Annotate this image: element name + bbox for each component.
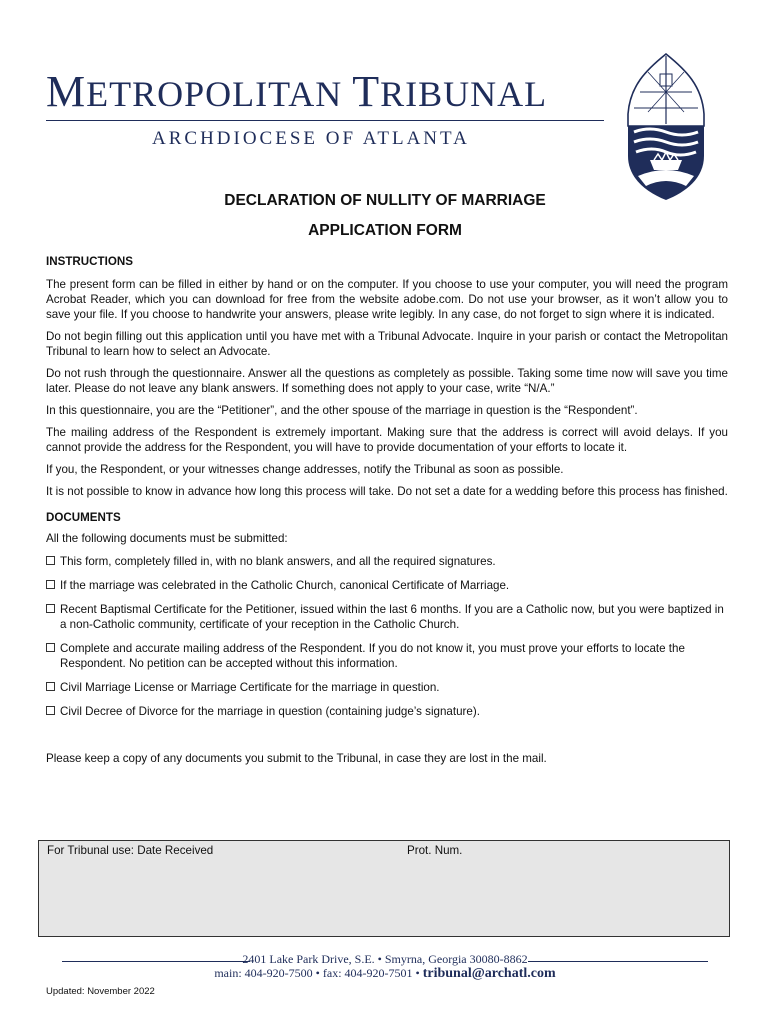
instruction-paragraph: In this questionnaire, you are the “Petitioner”, and the other spouse of the marriage in question is the “Respondent”.	[46, 404, 638, 417]
document-checklist-item	[46, 641, 728, 671]
archdiocese-seal-icon	[618, 52, 714, 202]
form-title: DECLARATION OF NULLITY OF MARRIAGE	[224, 192, 546, 209]
footer-phone-fax: main: 404-920-7500 • fax: 404-920-7501 •	[214, 966, 423, 980]
date-received-label: For Tribunal use: Date Received	[47, 844, 214, 857]
instruction-paragraph: It is not possible to know in advance how long this process will take. Do not set a date for a wedding before this process has finished.	[46, 485, 728, 498]
form-content	[46, 254, 728, 766]
updated-date: Updated: November 2022	[46, 986, 155, 997]
keep-copy-note: Please keep a copy of any documents you submit to the Tribunal, in case they are lost in the mail.	[46, 752, 547, 765]
checkbox-icon	[46, 556, 55, 565]
document-item-text: This form, completely filled in, with no blank answers, and all the required signatures.	[60, 555, 496, 568]
checkbox-icon	[46, 604, 55, 613]
prot-num-label: Prot. Num.	[407, 844, 463, 857]
instruction-paragraph: Do not begin filling out this application until you have met with a Tribunal Advocate. Inquire in your parish or contact the Metropolitan Tribunal to learn how to select an Advocate.	[46, 330, 728, 358]
document-checklist-item	[46, 680, 728, 695]
org-subtitle: ARCHDIOCESE OF ATLANTA	[152, 128, 470, 149]
checkbox-icon	[46, 580, 55, 589]
document-item-text: Recent Baptismal Certificate for the Petitioner, issued within the last 6 months. If you are a Catholic now, but you were baptized in a non-Catholic community, certificate of your reception in the Catholic Church.	[60, 603, 724, 631]
org-title-cap-t: T	[352, 67, 381, 116]
document-checklist-item	[46, 578, 728, 593]
instruction-paragraph: If you, the Respondent, or your witnesses change addresses, notify the Tribunal as soon as possible.	[46, 463, 564, 476]
header-rule	[46, 120, 604, 121]
document-checklist-item	[46, 554, 728, 569]
document-item-text: Civil Decree of Divorce for the marriage in question (containing judge’s signature).	[60, 705, 480, 718]
org-title-word2: RIBUNAL	[380, 74, 548, 114]
org-title	[46, 66, 636, 117]
document-item-text: Complete and accurate mailing address of the Respondent. If you do not know it, you must prove your efforts to locate the Respondent. No petition can be accepted without this information.	[60, 642, 685, 670]
footer-contact	[0, 966, 770, 982]
org-title-word1: ETROPOLITAN	[86, 74, 353, 114]
documents-intro: All the following documents must be submitted:	[46, 532, 288, 545]
instruction-paragraph: Do not rush through the questionnaire. Answer all the questions as completely as possible. Taking some time now will save you time later. Please do not leave any blank answers. If something does not apply to your case, write “N/A.”	[46, 367, 728, 395]
checkbox-icon	[46, 643, 55, 652]
documents-heading: DOCUMENTS	[46, 511, 121, 524]
checkbox-icon	[46, 706, 55, 715]
document-checklist-item	[46, 704, 728, 719]
document-checklist-item	[46, 602, 728, 632]
footer-address: 2401 Lake Park Drive, S.E. • Smyrna, Georgia 30080-8862	[242, 952, 528, 966]
instruction-paragraph: The present form can be filled in either by hand or on the computer. If you choose to use your computer, you will need the program Acrobat Reader, which you can download for free from the website adobe.com. Do not use your browser, as it won’t allow you to save your file. If you choose to handwrite your answers, please write legibly. In any case, do not forget to sign where it is indicated.	[46, 278, 728, 321]
instructions-heading: INSTRUCTIONS	[46, 255, 133, 268]
document-item-text: If the marriage was celebrated in the Catholic Church, canonical Certificate of Marriage.	[60, 579, 510, 592]
checkbox-icon	[46, 682, 55, 691]
tribunal-use-box	[38, 840, 730, 937]
instruction-paragraph: The mailing address of the Respondent is extremely important. Making sure that the address is correct will avoid delays. If you cannot provide the address for the Respondent, you will have to provide documentation of your efforts to locate it.	[46, 426, 728, 454]
org-title-cap-m: M	[46, 67, 87, 116]
form-subtitle: APPLICATION FORM	[308, 222, 462, 239]
document-item-text: Civil Marriage License or Marriage Certificate for the marriage in question.	[60, 681, 440, 694]
footer-email-link[interactable]: tribunal@archatl.com	[422, 966, 556, 981]
